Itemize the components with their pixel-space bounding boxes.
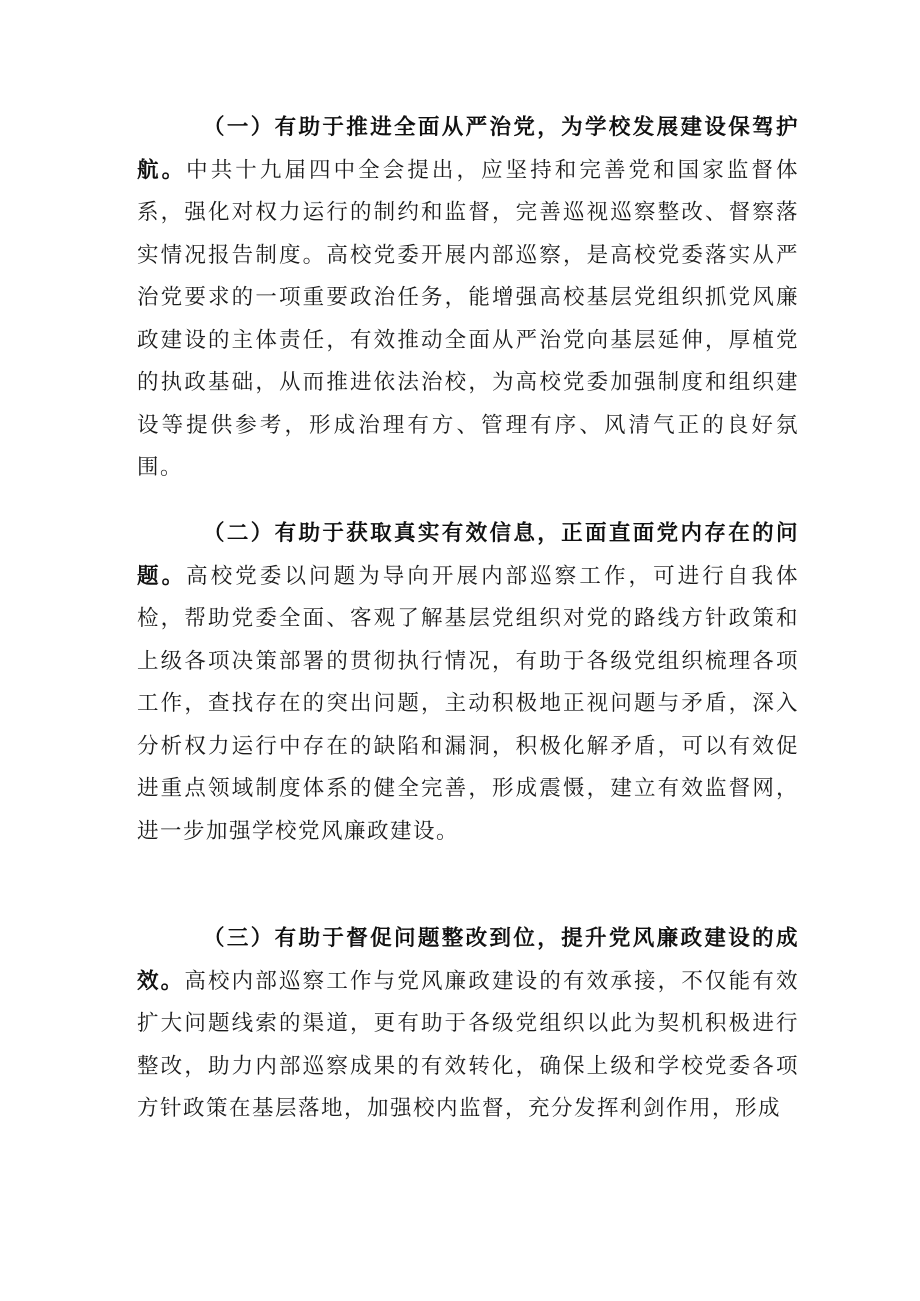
paragraph-2-heading: （二）有助于获取真实有效信息，正面直面党内存在的问题。 [137,521,799,589]
paragraph-1-body: 中共十九届四中全会提出，应坚持和完善党和国家监督体系，强化对权力运行的制约和监督，完善巡视巡察整改、督察落实情况报告制度。高校党委开展内部巡察，是高校党委落实从严治党要求的一项重要政治任务，能增强高校基层党组织抓党风廉政建设的主体责任，有效推动全面从严治党向基层延伸，厚植党的执政基础，从而推进依法治校，为高校党委加强制度和组织建设等提供参考，形成治理有方、管理有序、风清气正的良好氛围。 [137,157,799,480]
paragraph-1 [137,107,799,490]
paragraph-2 [137,513,799,853]
paragraph-3-heading: （三）有助于督促问题整改到位，提升党风廉政建设的成效。 [137,926,799,994]
paragraph-1-heading: （一）有助于推进全面从严治党，为学校发展建设保驾护航。 [137,115,799,183]
paragraph-3-body: 高校内部巡察工作与党风廉政建设的有效承接，不仅能有效扩大问题线索的渠道，更有助于各级党组织以此为契机积极进行整改，助力内部巡察成果的有效转化，确保上级和学校党委各项方针政策在基层落地，加强校内监督，充分发挥利剑作用，形成 [137,968,799,1121]
paragraph-3 [137,918,799,1131]
paragraph-2-body: 高校党委以问题为导向开展内部巡察工作，可进行自我体检，帮助党委全面、客观了解基层党组织对党的路线方针政策和上级各项决策部署的贯彻执行情况，有助于各级党组织梳理各项工作，查找存在的突出问题，主动积极地正视问题与矛盾，深入分析权力运行中存在的缺陷和漏洞，积极化解矛盾，可以有效促进重点领域制度体系的健全完善，形成震慑，建立有效监督网，进一步加强学校党风廉政建设。 [137,563,799,844]
